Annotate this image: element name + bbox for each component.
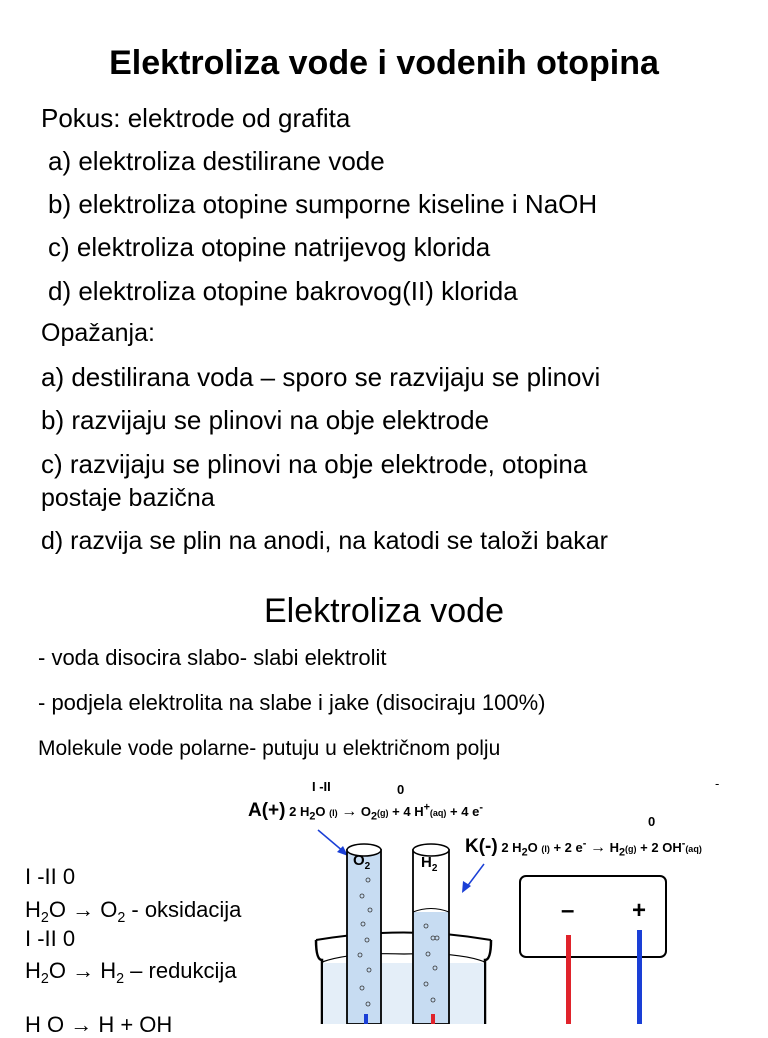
- observation-c-line1: c) razvijaju se plinovi na obje elektrode, otopina: [41, 449, 588, 479]
- cathode-zero-state: 0: [648, 814, 656, 829]
- cathode-electrode: [431, 1014, 435, 1024]
- plus-terminal: +: [632, 897, 647, 924]
- section-title: Elektroliza vode: [263, 592, 504, 630]
- reduction-equation: $H_2O \to H_2$ – redukcija: [25, 958, 237, 987]
- ox-states-row-1: I -II 0: [25, 864, 76, 889]
- corner-dash: -: [715, 776, 720, 791]
- oxidation-equation: $H_2O \to O_2$ - oksidacija: [25, 897, 242, 926]
- tube-h2-label: $H_2$: [421, 854, 438, 874]
- page-title: Elektroliza vode i vodenih otopina: [109, 44, 659, 82]
- tube-o2-label: $O_2$: [353, 852, 371, 872]
- section-line-2: - podjela elektrolita na slabe i jake (disociraju 100%): [38, 690, 546, 715]
- cathode-label: K(-): [465, 836, 498, 857]
- anode-label: A(+): [248, 800, 286, 821]
- experiment-heading: Pokus: elektrode od grafita: [41, 103, 351, 133]
- positive-wire: [637, 930, 642, 1024]
- section-line-1: - voda disocira slabo- slabi elektrolit: [38, 645, 387, 670]
- beaker: [316, 933, 491, 1025]
- observation-d: d) razvija se plin na anodi, na katodi se taloži bakar: [41, 527, 608, 555]
- observation-b: b) razvijaju se plinovi na obje elektrode: [41, 405, 490, 435]
- section-line-3: Molekule vode polarne- putuju u električnom polju: [38, 737, 501, 760]
- observations-heading: Opažanja:: [41, 319, 155, 347]
- anode-pointer-arrow: [318, 830, 348, 856]
- observation-a: a) destilirana voda – sporo se razvijaju se plinovi: [41, 362, 601, 392]
- experiment-item-a: a) elektroliza destilirane vode: [48, 146, 385, 176]
- anode-oxidation-states: I -II: [312, 779, 331, 794]
- anode-electrode: [364, 1014, 368, 1024]
- cathode-pointer-arrow: [462, 864, 484, 893]
- cathode-equation: K(-) 2 $H_2O$ (l) + 2 $e^- \to H_2(g) + 2$ OH-(aq): [465, 836, 702, 859]
- anode-zero-state: 0: [397, 782, 405, 797]
- experiment-item-b: b) elektroliza otopine sumporne kiseline i NaOH: [48, 189, 598, 219]
- partial-equation: H O → H + OH: [25, 1012, 173, 1037]
- observation-c-line2: postaje bazična: [41, 484, 215, 512]
- negative-wire: [566, 935, 571, 1024]
- experiment-item-c: c) elektroliza otopine natrijevog klorida: [48, 232, 491, 262]
- anode-equation: A(+) 2 $H_2O$ $(l) \to O_2(g) + 4$ H+(aq) + 4 e-: [248, 800, 483, 823]
- experiment-item-d: d) elektroliza otopine bakrovog(II) klorida: [48, 276, 518, 306]
- minus-terminal: –: [561, 897, 575, 924]
- ox-states-row-2: I -II 0: [25, 926, 76, 951]
